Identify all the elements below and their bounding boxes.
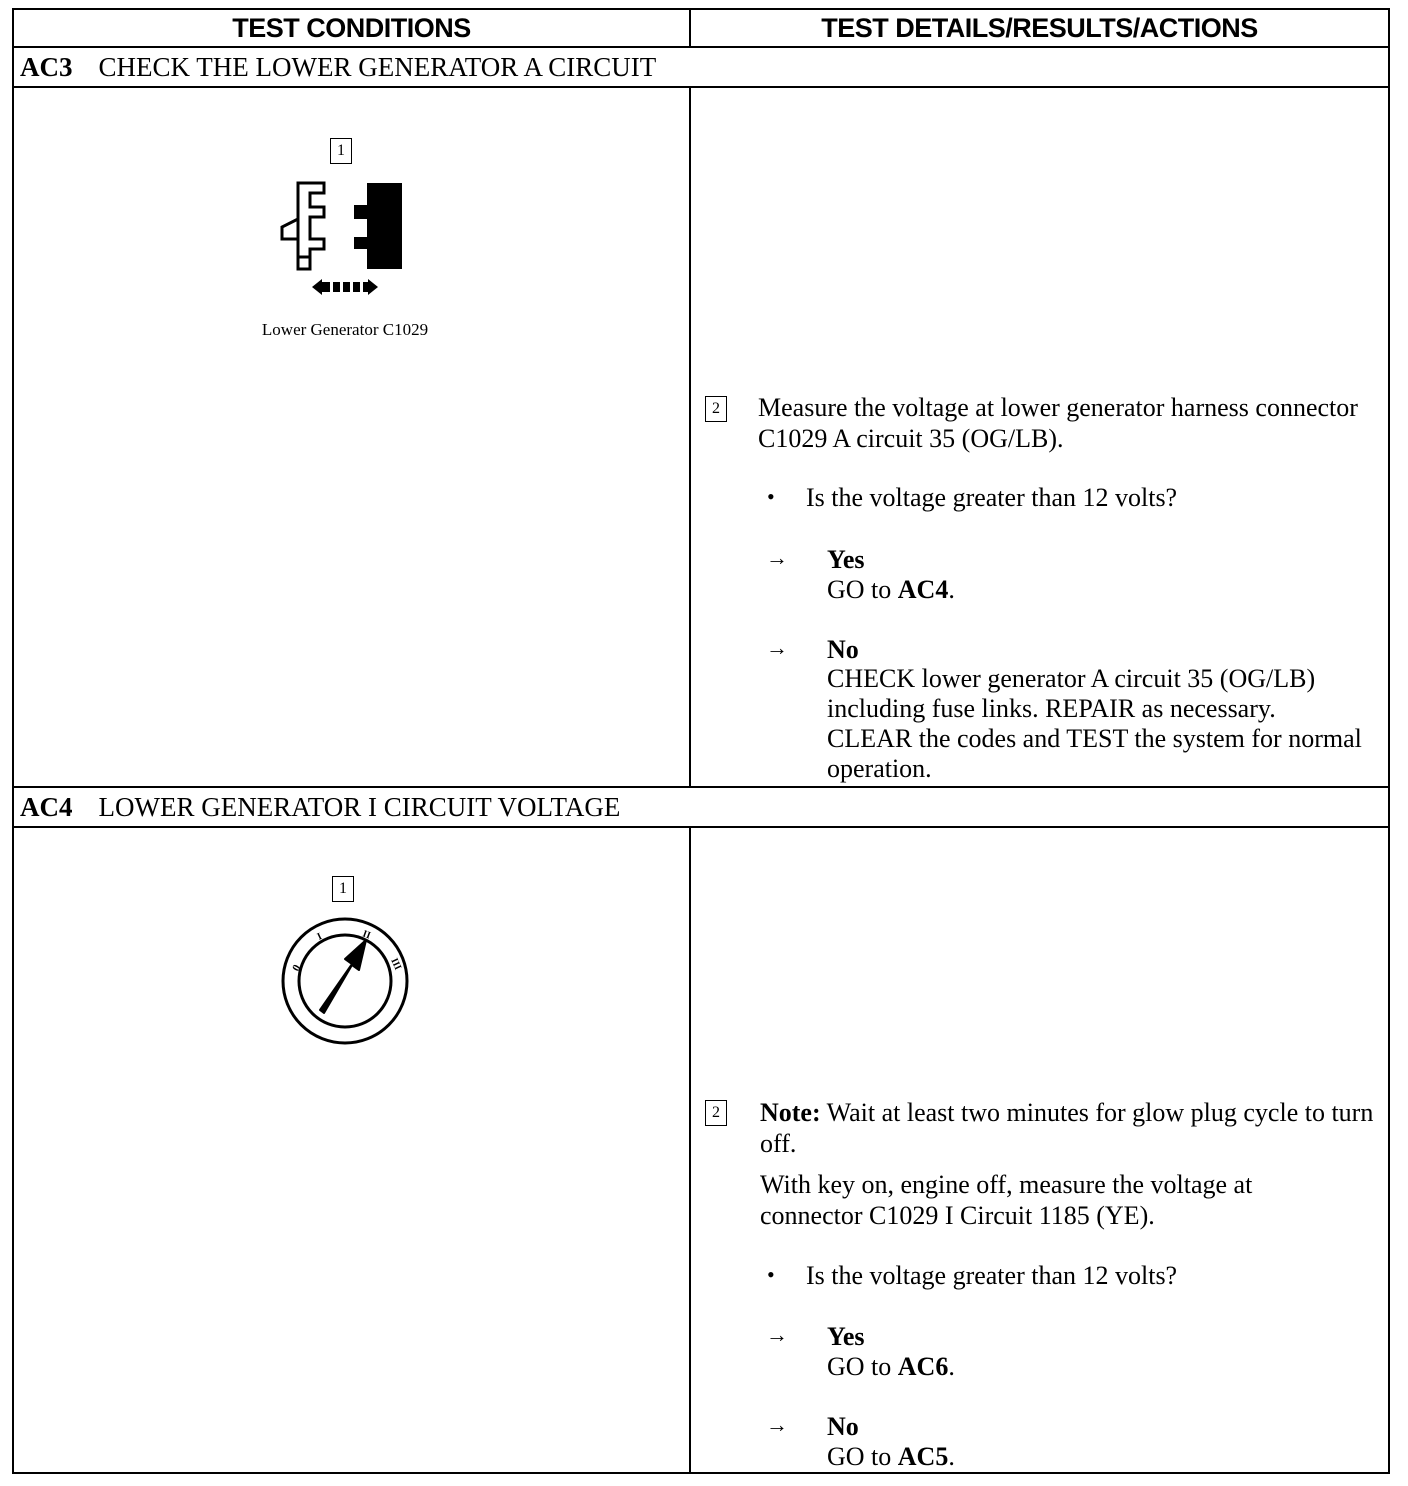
yes-label: Yes (827, 545, 865, 574)
dial-label: II (360, 928, 373, 942)
step-number-box: 1 (332, 876, 354, 902)
step-number-box: 2 (705, 1100, 727, 1126)
question-text: Is the voltage greater than 12 volts? (806, 483, 1178, 512)
step-number-box: 1 (330, 138, 352, 164)
yes-label: Yes (827, 1322, 865, 1351)
no-label: No (827, 1412, 859, 1441)
section-rule (12, 826, 1390, 828)
yes-action: GO to AC6. (827, 1352, 955, 1381)
section-title-text: CHECK THE LOWER GENERATOR A CIRCUIT (98, 52, 657, 82)
no-action: CHECK lower generator A circuit 35 (OG/LB) including fuse links. REPAIR as necessary. CLEAR the codes and TEST the system for normal operation. (827, 664, 1362, 783)
step-number-box: 2 (705, 396, 727, 422)
dial-label: I (315, 931, 324, 943)
header-test-conditions: TEST CONDITIONS (232, 13, 471, 43)
connector-icon (270, 175, 415, 305)
instruction-text: Measure the voltage at lower generator harness connector C1029 A circuit 35 (OG/LB). (758, 393, 1358, 453)
instruction-text: With key on, engine off, measure the voltage at connector C1029 I Circuit 1185 (YE). (760, 1170, 1253, 1230)
bullet: • (767, 1262, 775, 1287)
dial-label: 0 (290, 962, 304, 974)
question-text: Is the voltage greater than 12 volts? (806, 1261, 1178, 1290)
section-title-text: LOWER GENERATOR I CIRCUIT VOLTAGE (98, 792, 621, 822)
column-divider (689, 826, 691, 1474)
ignition-switch-icon (278, 914, 412, 1048)
section-title-ac4 (20, 788, 620, 826)
yes-action: GO to AC4. (827, 575, 955, 604)
arrow-icon: → (766, 1322, 788, 1347)
no-action: GO to AC5. (827, 1442, 955, 1471)
column-divider (689, 86, 691, 788)
section-code: AC4 (20, 792, 73, 822)
section-rule (12, 86, 1390, 88)
section-title-ac3 (20, 48, 656, 86)
arrow-icon: → (766, 545, 788, 570)
header-test-details: TEST DETAILS/RESULTS/ACTIONS (821, 13, 1258, 43)
illustration-caption: Lower Generator C1029 (261, 320, 429, 339)
dial-label: III (388, 956, 404, 972)
no-label: No (827, 635, 859, 664)
arrow-icon: → (766, 635, 788, 660)
bullet: • (767, 484, 775, 509)
note-text: Note: Wait at least two minutes for glow plug cycle to turn off. (760, 1098, 1374, 1158)
arrow-icon: → (766, 1412, 788, 1437)
section-code: AC3 (20, 52, 73, 82)
